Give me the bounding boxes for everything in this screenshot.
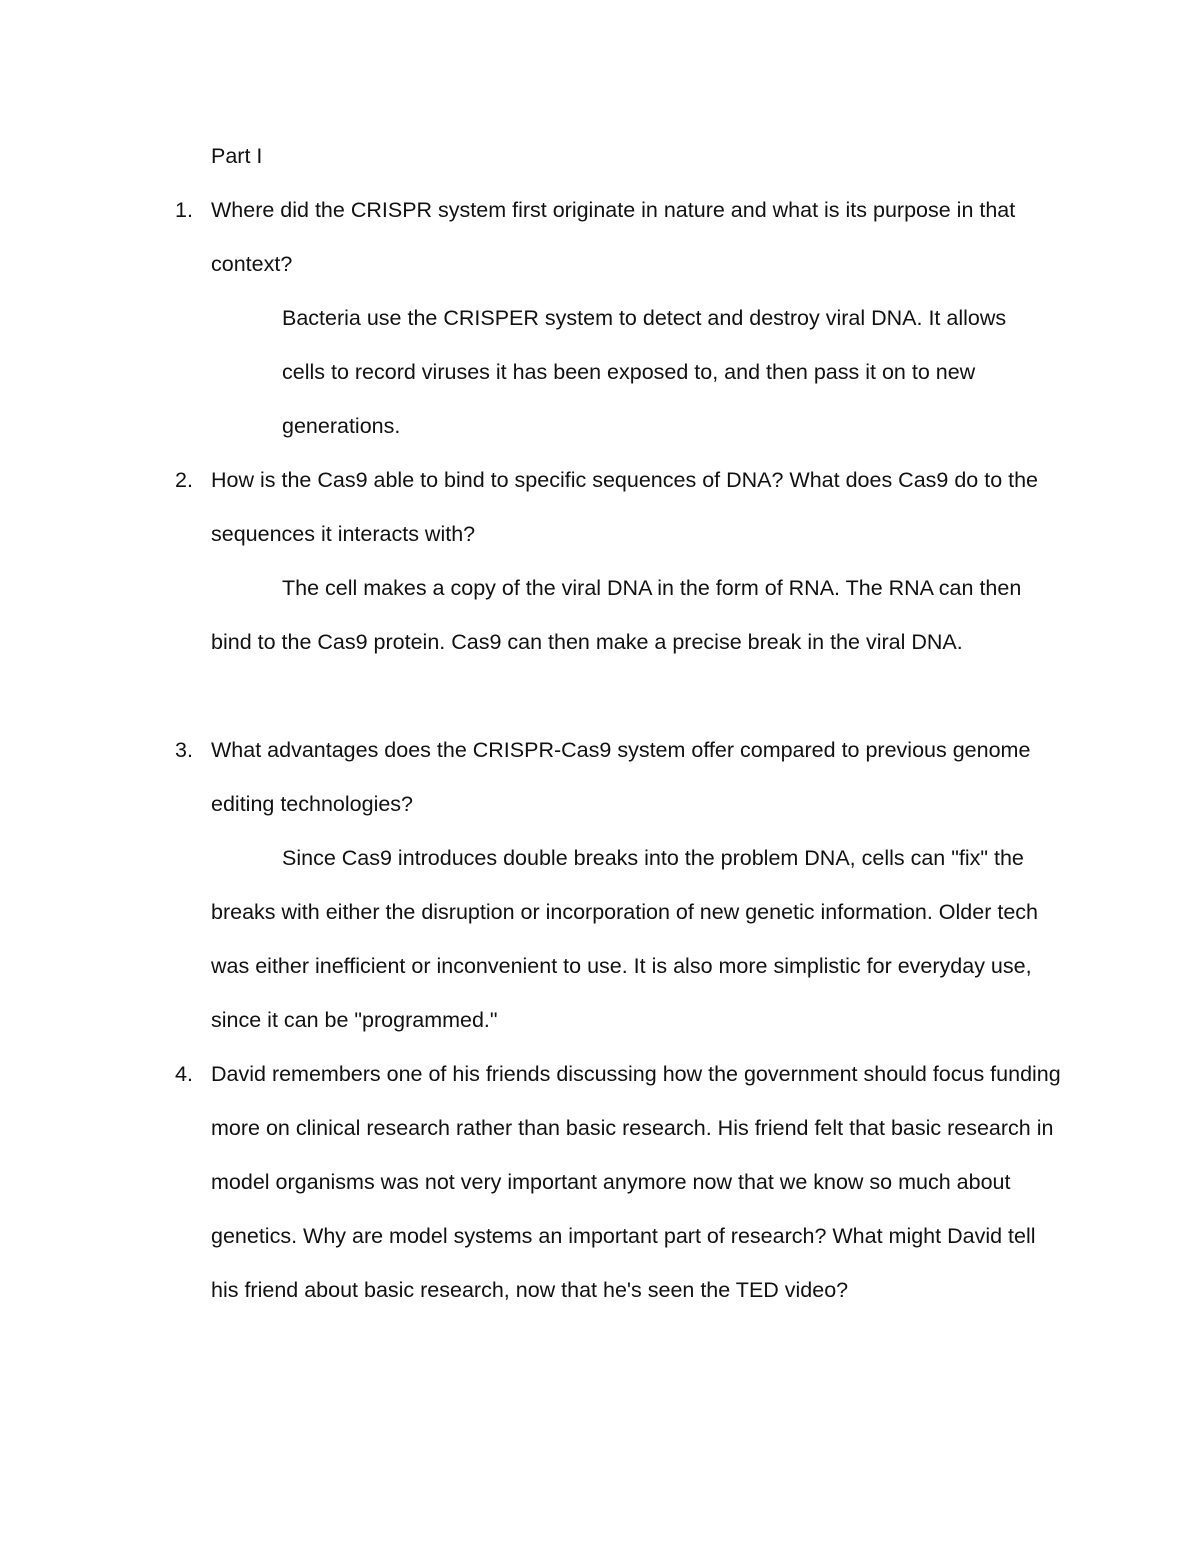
list-item bbox=[175, 723, 1065, 1047]
question-text: David remembers one of his friends discussing how the government should focus funding more on clinical research rather than basic research. His friend felt that basic research in model organisms was not very important anymore now that we know so much about genetics. Why are model systems an important part of research? What might David tell his friend about basic research, now that he's seen the TED video? bbox=[211, 1062, 1061, 1302]
part-title: Part I bbox=[211, 144, 263, 168]
item-body bbox=[211, 723, 1065, 1047]
question-text: Where did the CRISPR system first originate in nature and what is its purpose in that context? bbox=[211, 198, 1016, 276]
item-body bbox=[211, 453, 1065, 669]
question-text: How is the Cas9 able to bind to specific sequences of DNA? What does Cas9 do to the sequences it interacts with? bbox=[211, 468, 1039, 546]
item-body bbox=[211, 183, 1065, 453]
item-number: 4. bbox=[175, 1062, 193, 1086]
answer-text: Bacteria use the CRISPER system to detect and destroy viral DNA. It allows cells to record viruses it has been exposed to, and then pass it on to new generations. bbox=[282, 306, 1007, 438]
item-number: 1. bbox=[175, 198, 193, 222]
list-item bbox=[175, 1047, 1065, 1317]
list-item bbox=[175, 183, 1065, 453]
question-text: What advantages does the CRISPR-Cas9 system offer compared to previous genome editing technologies? bbox=[211, 738, 1031, 816]
list-item bbox=[175, 453, 1065, 669]
item-number: 3. bbox=[175, 738, 193, 762]
item-number: 2. bbox=[175, 468, 193, 492]
answer-text: Since Cas9 introduces double breaks into the problem DNA, cells can "fix" the breaks with either the disruption or incorporation of new genetic information. Older tech was either inefficient or inconvenient to use. It is also more simplistic for everyday use, since it can be "programmed." bbox=[211, 846, 1038, 1032]
item-body bbox=[211, 1047, 1065, 1317]
answer-text: The cell makes a copy of the viral DNA in the form of RNA. The RNA can then bind to the Cas9 protein. Cas9 can then make a precise break in the viral DNA. bbox=[211, 576, 1022, 654]
